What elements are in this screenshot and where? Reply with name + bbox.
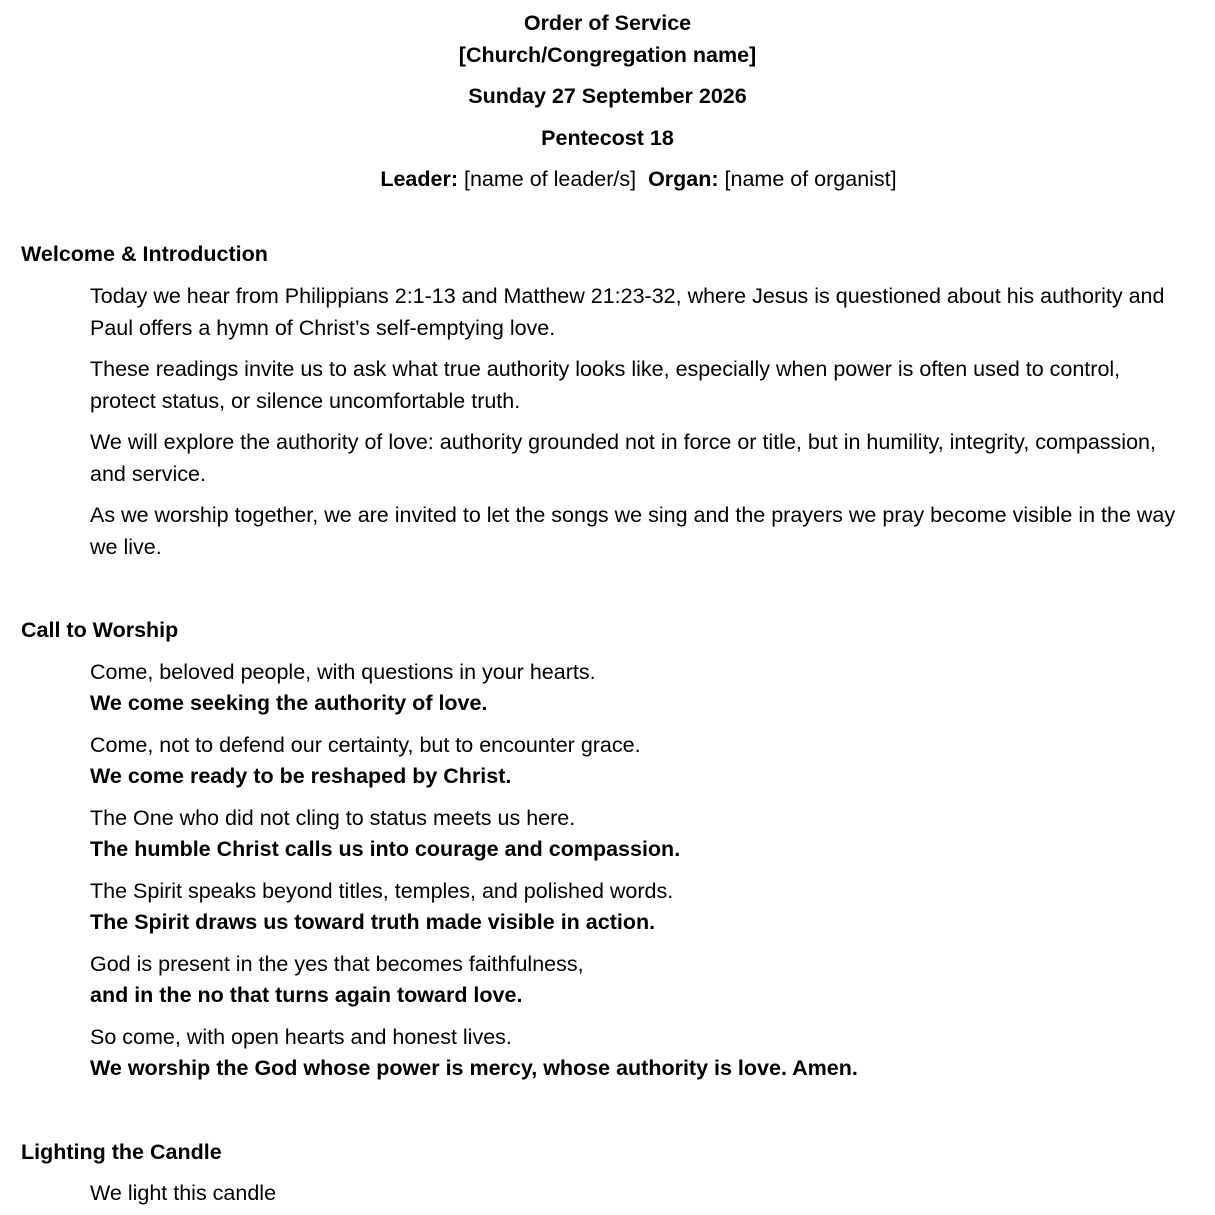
litany-stanza — [90, 657, 1185, 720]
candle-body — [90, 1178, 1185, 1210]
document-title: Order of Service — [523, 11, 692, 35]
service-date: Sunday 27 September 2026 — [468, 84, 747, 108]
litany-stanza — [90, 1022, 1185, 1085]
organ-value: [name of organist] — [724, 167, 897, 191]
section-heading-call-to-worship: Call to Worship — [21, 618, 179, 642]
people-response: The Spirit draws us toward truth made visible in action. — [90, 910, 656, 934]
leader-label: Leader: — [380, 167, 459, 191]
church-name: [Church/Congregation name] — [458, 42, 757, 67]
litany-stanza — [90, 876, 1185, 939]
candle-line: We light this candle — [90, 1181, 277, 1205]
leader-line: God is present in the yes that becomes faithfulness, — [90, 951, 584, 976]
people-response: We come seeking the authority of love. — [90, 691, 488, 715]
liturgical-occasion: Pentecost 18 — [541, 125, 674, 150]
litany-stanza — [90, 803, 1185, 866]
section-heading-welcome: Welcome & Introduction — [21, 241, 268, 266]
organ-label: Organ: — [648, 167, 719, 191]
leader-line: Come, not to defend our certainty, but to encounter grace. — [90, 732, 641, 757]
welcome-paragraph: Today we hear from Philippians 2:1-13 and Matthew 21:23-32, where Jesus is questioned about his authority and Paul offers a hymn of Christ’s self-emptying love. — [90, 284, 1165, 340]
welcome-paragraph: As we worship together, we are invited to let the songs we sing and the prayers we pray become visible in the way we live. — [90, 503, 1176, 559]
litany-stanza — [90, 730, 1185, 793]
service-people — [0, 164, 1215, 196]
call-to-worship-body — [90, 657, 1185, 1085]
welcome-paragraph: These readings invite us to ask what true authority looks like, especially when power is often used to control, protect status, or silence uncomfortable truth. — [90, 357, 1121, 413]
leader-line: So come, with open hearts and honest lives. — [90, 1024, 512, 1049]
welcome-body — [90, 281, 1185, 563]
people-response: and in the no that turns again toward love. — [90, 983, 523, 1007]
people-response: We worship the God whose power is mercy, whose authority is love. Amen. — [90, 1056, 858, 1080]
people-response: The humble Christ calls us into courage and compassion. — [90, 837, 681, 861]
leader-line: The One who did not cling to status meets us here. — [90, 805, 576, 830]
section-heading-lighting-candle: Lighting the Candle — [21, 1139, 222, 1164]
litany-stanza — [90, 949, 1185, 1012]
leader-value: [name of leader/s] — [464, 167, 637, 191]
service-header — [0, 0, 1215, 196]
people-response: We come ready to be reshaped by Christ. — [90, 764, 512, 788]
leader-line: The Spirit speaks beyond titles, temples, and polished words. — [90, 878, 674, 903]
welcome-paragraph: We will explore the authority of love: authority grounded not in force or title, but in humility, integrity, compassion, and service. — [90, 430, 1156, 486]
leader-line: Come, beloved people, with questions in your hearts. — [90, 659, 596, 684]
